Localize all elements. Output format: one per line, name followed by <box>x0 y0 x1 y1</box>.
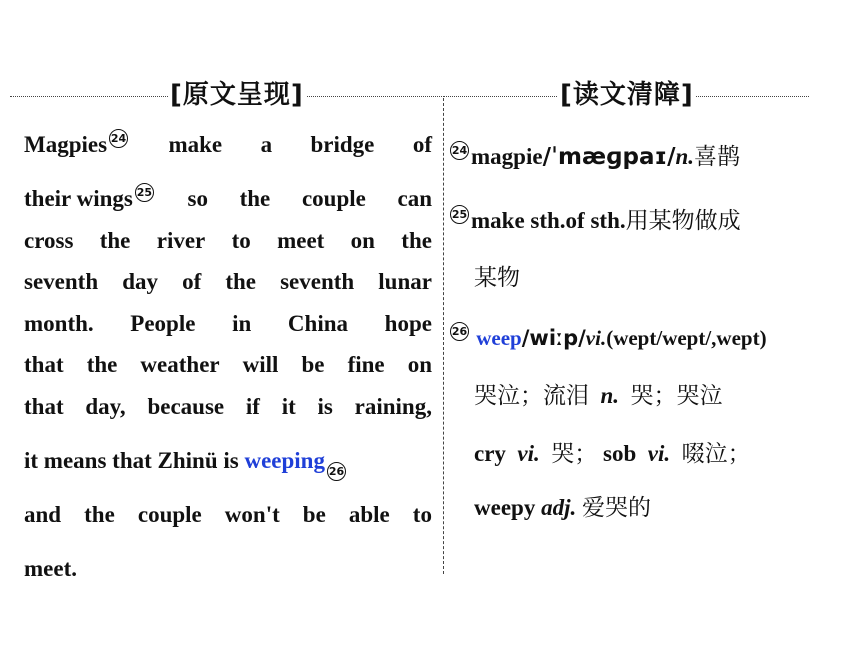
passage-word: that <box>24 352 64 377</box>
meaning: 啜泣； <box>681 441 751 467</box>
note-number-26: 26 <box>450 322 469 341</box>
passage-word: the <box>239 186 271 211</box>
left-column-heading: [原文呈现] <box>170 80 304 110</box>
synonyms-line <box>474 432 751 476</box>
note-26 <box>450 322 767 351</box>
passage-word: the <box>401 227 432 253</box>
passage-word: meet. <box>24 555 77 581</box>
passage-line <box>24 344 432 386</box>
meaning: 爱哭的 <box>581 495 651 521</box>
passage-word: meet <box>277 227 325 253</box>
passage-word: is <box>317 393 333 419</box>
passage-word: hope <box>384 310 432 336</box>
passage-word: a <box>260 132 273 157</box>
passage-word: if <box>245 393 260 419</box>
meaning: 哭泣；流泪 <box>474 383 589 409</box>
passage-word: on <box>407 352 432 377</box>
passage-word: able <box>348 501 390 527</box>
passage-word: weather <box>140 352 220 377</box>
passage-line <box>24 481 432 535</box>
part-of-speech: adj. <box>541 495 577 520</box>
passage-word: be <box>301 352 325 377</box>
passage-word: People <box>130 310 196 336</box>
part-of-speech: n. <box>600 383 620 408</box>
note-marker-25: 25 <box>135 183 154 202</box>
passage-word: seventh <box>280 269 355 294</box>
meaning: 用某物做成 <box>625 208 741 234</box>
passage-word: seventh <box>24 269 99 294</box>
passage-word: day, <box>85 393 126 419</box>
synonym-word: cry <box>474 441 506 466</box>
passage-line <box>24 220 432 262</box>
phonetic: /ˈmæɡpaɪ/ <box>542 144 676 170</box>
passage-line <box>24 427 432 481</box>
passage-word: the <box>86 352 118 377</box>
meaning: 哭；哭泣 <box>630 383 723 409</box>
passage-word: so <box>187 186 208 211</box>
passage-word: couple <box>137 501 202 527</box>
passage-line <box>24 124 432 166</box>
passage-line <box>24 166 432 220</box>
phonetic: /wiːp/ <box>521 326 586 350</box>
highlighted-word-weeping: weeping <box>244 447 325 473</box>
note-marker-26: 26 <box>327 462 346 481</box>
meaning-continued: 某物 <box>474 265 520 291</box>
original-passage <box>24 124 432 589</box>
passage-word: their wings <box>24 186 133 211</box>
note-marker-24: 24 <box>109 129 128 148</box>
passage-word: couple <box>301 186 366 211</box>
meaning: 哭； <box>551 441 598 467</box>
note-number-24: 24 <box>450 141 469 160</box>
passage-word: because <box>147 393 225 419</box>
part-of-speech: vi. <box>517 441 540 466</box>
passage-word: cross <box>24 227 74 253</box>
part-of-speech: n. <box>675 144 695 169</box>
related-word: weepy <box>474 495 536 520</box>
passage-word: that <box>24 393 64 419</box>
passage-word: the <box>225 269 256 294</box>
passage-word: fine <box>347 352 385 377</box>
column-divider <box>443 98 444 574</box>
passage-line <box>24 261 432 303</box>
passage-text: it means that Zhinü is <box>24 447 239 473</box>
passage-word: be <box>302 501 326 527</box>
passage-word: on <box>350 227 375 253</box>
passage-word: bridge <box>310 132 375 157</box>
note-number-25: 25 <box>450 205 469 224</box>
right-column-heading: [读文清障] <box>560 80 694 110</box>
meaning: 喜鹊 <box>694 144 741 170</box>
passage-word: and <box>24 501 62 527</box>
adjective-line <box>474 486 651 530</box>
part-of-speech: vi. <box>647 441 671 466</box>
passage-word: to <box>231 227 251 253</box>
passage-line <box>24 386 432 428</box>
note-headword: magpie <box>471 144 543 169</box>
note-24 <box>450 138 740 171</box>
synonym-word: sob <box>603 441 637 466</box>
passage-word: China <box>287 310 349 336</box>
passage-word: month. <box>24 310 94 336</box>
passage-line <box>24 303 432 345</box>
passage-line <box>24 535 432 589</box>
passage-word: the <box>99 227 131 253</box>
passage-word: can <box>397 186 432 211</box>
note-phrase: make sth.of sth. <box>471 208 626 233</box>
passage-word: lunar <box>378 269 432 294</box>
passage-word: raining, <box>354 393 432 419</box>
passage-word: won't <box>224 501 280 527</box>
passage-word: will <box>242 352 279 377</box>
passage-word: river <box>156 227 206 253</box>
passage-word: of <box>182 269 202 294</box>
passage-word: Magpies <box>24 132 108 157</box>
passage-word: day <box>122 269 158 294</box>
passage-word: it <box>281 393 296 419</box>
verb-forms: (wept/wept/,wept) <box>606 326 767 350</box>
passage-word: make <box>168 132 223 157</box>
note-25 <box>450 202 741 235</box>
part-of-speech: vi. <box>585 326 607 350</box>
passage-word: in <box>232 310 252 336</box>
passage-word: of <box>412 132 432 157</box>
passage-word: to <box>412 501 432 527</box>
note-headword: weep <box>476 326 522 350</box>
passage-word: the <box>84 501 115 527</box>
meaning-line <box>474 374 723 418</box>
